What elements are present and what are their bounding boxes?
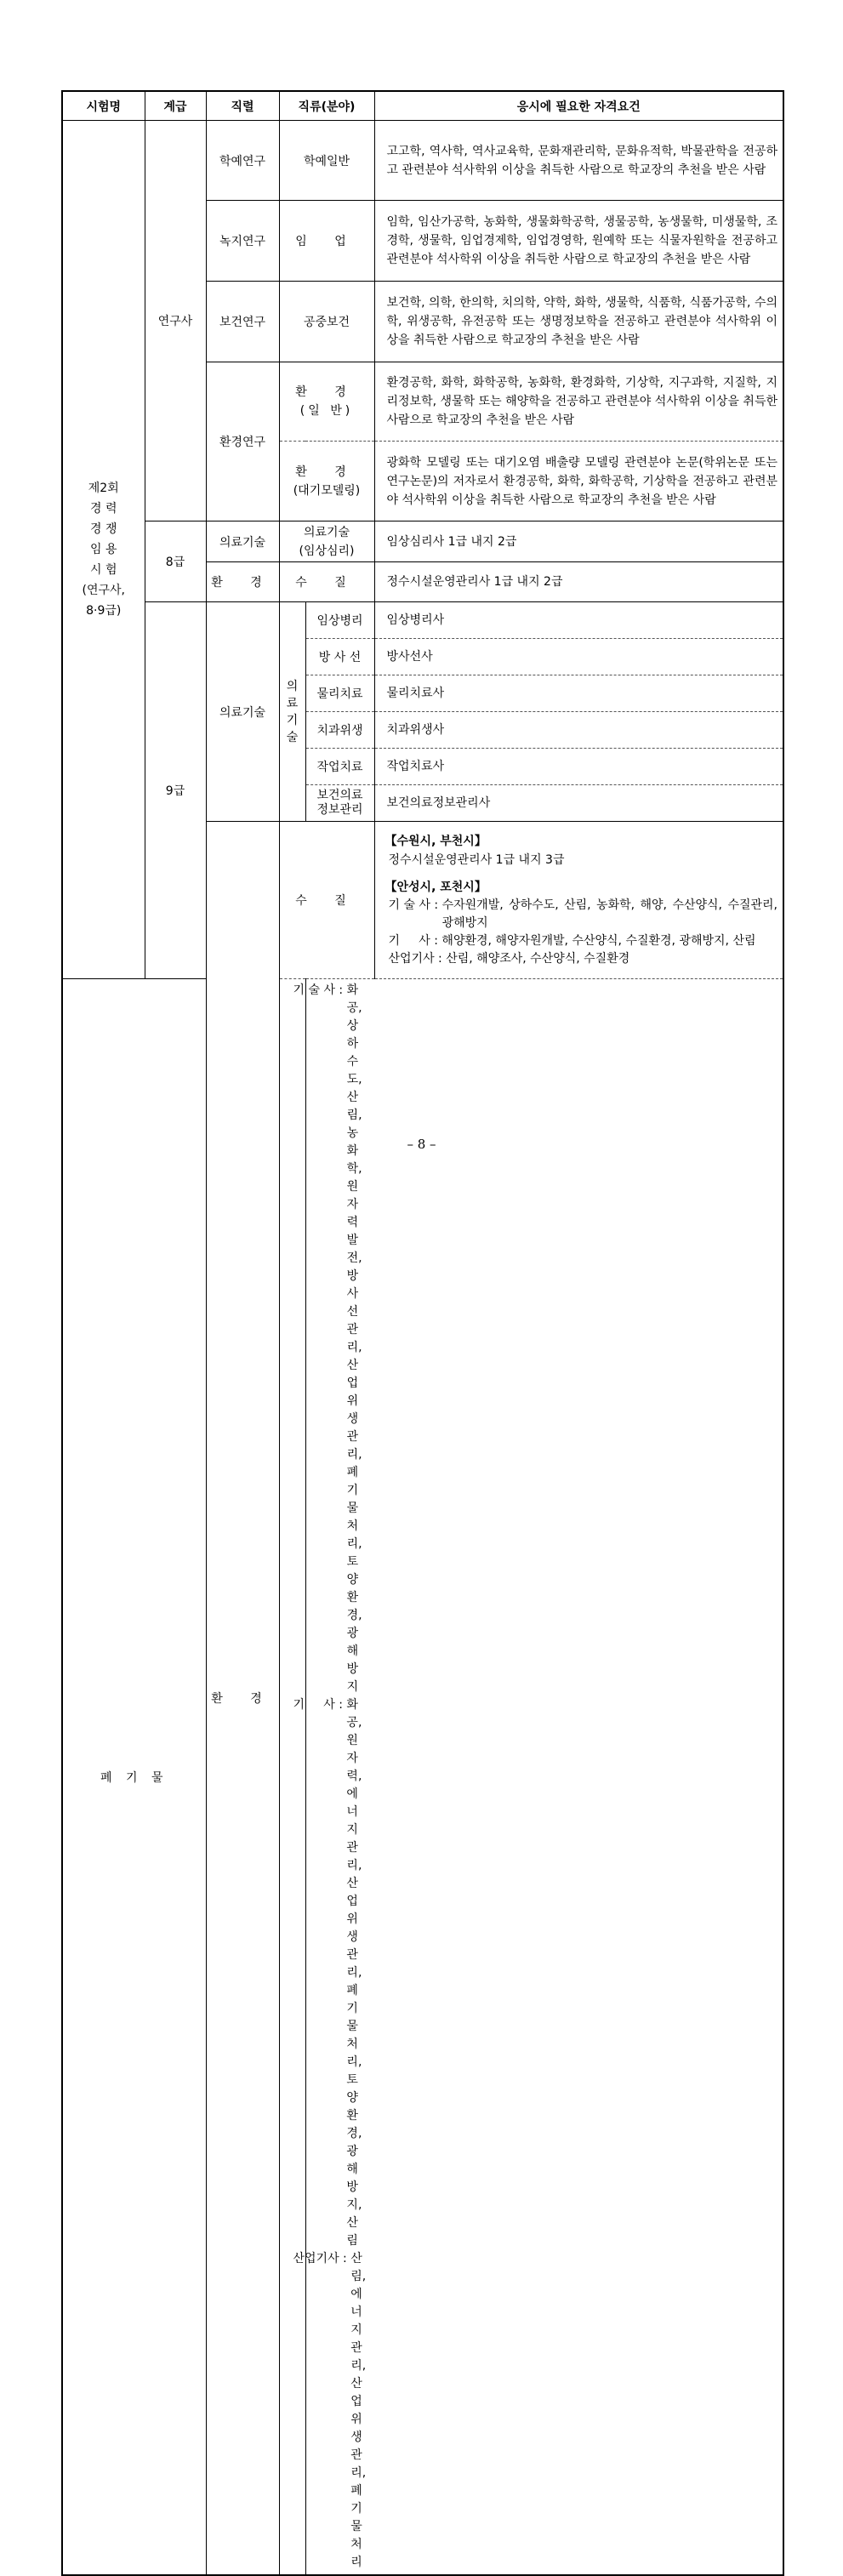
requirement-cell: 고고학, 역사학, 역사교육학, 문화재관리학, 문화유적학, 박물관학을 전공하고 관련분야 석사학위 이상을 취득한 사람으로 학교장의 추천을 받은 사람 <box>374 121 783 201</box>
class-vertical-cell <box>279 602 305 822</box>
requirement-cell <box>279 979 367 2576</box>
qualification-value: 화공, 원자력, 에너지관리, 산업위생관리, 폐기물처리, 토양환경, 광해방지, 산림 <box>346 1698 362 2248</box>
class-cell: 수 질 <box>279 562 374 602</box>
table-row <box>62 521 783 562</box>
class-line: (대기모델링) <box>293 483 361 498</box>
requirement-cell: 치과위생사 <box>374 712 783 749</box>
header-grade: 계급 <box>145 91 206 121</box>
header-requirements: 응시에 필요한 자격요건 <box>374 91 783 121</box>
series-cell: 보건연구 <box>206 282 279 362</box>
requirement-cell: 작업치료사 <box>374 749 783 785</box>
class-cell: 공중보건 <box>279 282 374 362</box>
requirement-cell <box>374 822 783 979</box>
region-heading: 【안성시, 포천시】 <box>384 881 487 894</box>
series-cell: 녹지연구 <box>206 201 279 282</box>
qualification-label: 기 술 사 : <box>293 983 347 997</box>
field-cell: 임상병리 <box>305 602 374 639</box>
requirement-cell: 물리치료사 <box>374 675 783 712</box>
requirement-cell: 환경공학, 화학, 화학공학, 농화학, 환경화학, 기상학, 지구과학, 지질학, 지리정보학, 생물학 또는 해양학을 전공하고 관련분야 석사학위 이상을 취득한 사람으로 학교장의 추천을 받은 사람 <box>374 362 783 442</box>
table-row <box>62 979 783 2576</box>
grade-researcher: 연구사 <box>145 121 206 521</box>
class-cell <box>279 521 374 562</box>
table-row <box>62 602 783 639</box>
requirement-cell: 정수시설운영관리사 1급 내지 2급 <box>374 562 783 602</box>
qualification-line <box>293 2250 367 2572</box>
class-cell: 수 질 <box>279 822 374 979</box>
header-class: 직류(분야) <box>279 91 374 121</box>
class-cell: 폐 기 물 <box>62 979 206 2576</box>
requirement-cell: 보건학, 의학, 한의학, 치의학, 약학, 화학, 생물학, 식품학, 식품가공학, 수의학, 위생공학, 유전공학 또는 생명정보학을 전공하고 관련분야 석사학위 이상을 취득한 사람으로 학교장의 추천을 받은 사람 <box>374 282 783 362</box>
table-header-row <box>62 91 783 121</box>
qualification-label: 산업기사 : <box>388 952 447 966</box>
qualification-value: 산림, 에너지관리, 산업위생관리, 폐기물처리 <box>350 2252 367 2569</box>
exam-name-line: 경 력 <box>90 502 117 516</box>
requirement-cell: 임학, 임산가공학, 농화학, 생물화학공학, 생물공학, 농생물학, 미생물학, 조경학, 생물학, 임업경제학, 임업경영학, 원예학 또는 식물자원학을 전공하고 관련분야 석사학위 이상을 취득한 사람으로 학교장의 추천을 받은 사람 <box>374 201 783 282</box>
requirement-cell: 임상병리사 <box>374 602 783 639</box>
class-cell <box>279 442 374 521</box>
series-cell: 환경연구 <box>206 362 279 521</box>
field-line: 정보관리 <box>316 803 363 817</box>
exam-name-line: 8·9급) <box>86 604 122 618</box>
qualification-line <box>385 932 778 950</box>
page-number: – 8 – <box>407 1137 436 1152</box>
class-line: 환 경 <box>295 385 358 399</box>
field-cell: 물리치료 <box>305 675 374 712</box>
requirement-line: 정수시설운영관리사 1급 내지 3급 <box>388 853 565 867</box>
field-line: 보건의료 <box>316 789 363 802</box>
requirement-cell: 보건의료정보관리사 <box>374 785 783 822</box>
exam-name-line: 임 용 <box>90 543 117 556</box>
exam-name-line: 경 쟁 <box>90 522 117 536</box>
requirement-cell: 방사선사 <box>374 639 783 675</box>
qualification-label: 기 사 : <box>388 934 442 948</box>
qualification-value: 수자원개발, 상하수도, 산림, 농화학, 해양, 수산양식, 수질관리, 광해방지 <box>441 898 777 930</box>
field-cell <box>305 785 374 822</box>
series-cell: 의료기술 <box>206 602 279 822</box>
requirement-cell: 광화학 모델링 또는 대기오염 배출량 모델링 관련분야 논문(학위논문 또는 연구논문)의 저자로서 환경공학, 화학, 화학공학, 기상학을 전공하고 관련분야 석사학위 이상을 취득한 사람으로 학교장의 추천을 받은 사람 <box>374 442 783 521</box>
class-cell: 임 업 <box>279 201 374 282</box>
qualification-line <box>293 982 362 1696</box>
requirement-cell: 임상심리사 1급 내지 2급 <box>374 521 783 562</box>
qualification-value: 산림, 해양조사, 수산양식, 수질환경 <box>446 952 630 966</box>
field-cell: 작업치료 <box>305 749 374 785</box>
class-line: 의료기술 <box>303 525 350 539</box>
header-series: 직렬 <box>206 91 279 121</box>
qualification-line <box>385 897 778 932</box>
class-line: 환 경 <box>295 464 358 479</box>
series-cell: 환 경 <box>206 822 279 2576</box>
qualification-value: 화공, 상하수도, 산림, 농화학, 원자력발전, 방사선관리, 산업위생관리, 폐기물처리, 토양환경, 광해방지 <box>346 983 362 1694</box>
series-cell: 학예연구 <box>206 121 279 201</box>
exam-name-line: 시 험 <box>90 563 117 577</box>
class-cell <box>279 362 374 442</box>
class-cell: 학예일반 <box>279 121 374 201</box>
region-heading: 【수원시, 부천시】 <box>384 835 487 848</box>
field-cell: 방 사 선 <box>305 639 374 675</box>
class-line: (임상심리) <box>299 544 355 558</box>
exam-name-line: 제2회 <box>88 482 119 495</box>
qualification-label: 산업기사 : <box>293 2252 351 2265</box>
qualification-label: 기 사 : <box>293 1698 347 1712</box>
class-vertical-text: 의료기술 <box>286 679 299 744</box>
qualification-table <box>61 90 784 2576</box>
qualification-line <box>385 950 778 968</box>
exam-name-cell <box>62 121 145 979</box>
qualification-line <box>293 1696 362 2250</box>
table-row <box>62 121 783 201</box>
header-exam: 시험명 <box>62 91 145 121</box>
grade-9: 9급 <box>145 602 206 979</box>
grade-8: 8급 <box>145 521 206 602</box>
qualification-label: 기 술 사 : <box>388 898 442 912</box>
series-cell: 의료기술 <box>206 521 279 562</box>
spacer <box>385 869 778 878</box>
class-line: (일 반) <box>299 404 354 418</box>
series-cell: 환 경 <box>206 562 279 602</box>
field-cell: 치과위생 <box>305 712 374 749</box>
exam-name-line: (연구사, <box>82 584 125 597</box>
qualification-value: 해양환경, 해양자원개발, 수산양식, 수질환경, 광해방지, 산림 <box>441 934 756 948</box>
